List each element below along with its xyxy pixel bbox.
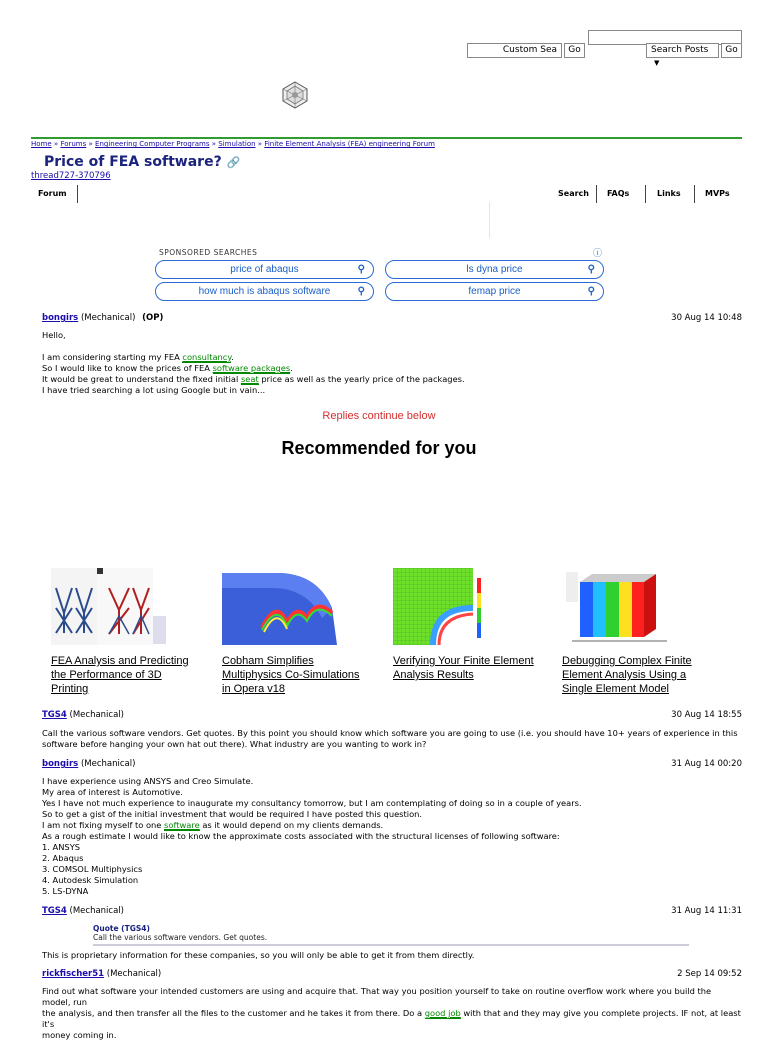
list-item: 3. COMSOL Multiphysics	[42, 864, 143, 874]
thread-id-link[interactable]: thread727-370796	[31, 171, 111, 181]
post-header	[42, 710, 124, 720]
search-posts-go-button[interactable]: Go	[721, 43, 742, 58]
post-body: Call the various software vendors. Get quotes. By this point you should know which software you are going to use (i.e. you should have 10+ years of experience in this software before hanging your own hat out there). What industry are you wanting to work in?	[42, 728, 738, 749]
pill-label: how much is abaqus software	[198, 286, 331, 297]
custom-search-go-button[interactable]: Go	[564, 43, 585, 58]
post-date: 2 Sep 14 09:52	[677, 969, 742, 979]
ad-divider	[489, 202, 490, 238]
page-title: Price of FEA software? 🔗	[44, 154, 241, 170]
pill-label: femap price	[468, 286, 521, 297]
author-discipline: (Mechanical)	[69, 906, 124, 916]
quote-text: Call the various software vendors. Get quotes.	[93, 933, 268, 942]
recommended-heading: Recommended for you	[281, 438, 477, 458]
post-header	[42, 969, 161, 979]
author-discipline: (Mechanical)	[80, 759, 136, 769]
card-thumbnail	[51, 568, 166, 645]
keyword-link[interactable]: seat	[240, 374, 259, 384]
search-posts-label: Search Posts	[651, 45, 709, 55]
nav-faqs[interactable]: FAQs	[607, 189, 630, 198]
header-divider	[31, 137, 742, 139]
breadcrumb-home[interactable]: Home	[31, 140, 52, 148]
breadcrumb-engineering-programs[interactable]: Engineering Computer Programs	[95, 140, 210, 148]
nav-search[interactable]: Search	[558, 189, 589, 198]
sponsored-pill-femap-price[interactable]	[385, 282, 604, 301]
keyword-link[interactable]: consultancy	[182, 352, 232, 362]
link-chain-icon[interactable]: 🔗	[226, 156, 241, 169]
card-title[interactable]: Verifying Your Finite Element Analysis Results	[393, 655, 534, 681]
author-discipline: (Mechanical)	[69, 710, 124, 720]
pill-label: ls dyna price	[466, 264, 523, 275]
author-link[interactable]: bongirs	[42, 313, 79, 323]
post-date: 30 Aug 14 18:55	[671, 710, 742, 720]
card-title[interactable]: Debugging Complex Finite Element Analysis Using a Single Element Model	[562, 655, 692, 695]
nav-divider	[77, 185, 78, 203]
recommended-card[interactable]	[222, 568, 368, 696]
breadcrumb-simulation[interactable]: Simulation	[218, 140, 256, 148]
keyword-link[interactable]: good job	[424, 1008, 461, 1018]
card-thumbnail	[222, 568, 337, 645]
author-link[interactable]: TGS4	[42, 906, 67, 916]
quote-head: Quote (TGS4)	[93, 924, 150, 933]
custom-search-input[interactable]: Custom Sea	[467, 43, 562, 58]
author-link[interactable]: rickfischer51	[42, 969, 105, 979]
op-tag: (OP)	[142, 313, 164, 323]
post-header	[42, 906, 124, 916]
sponsored-pill-how-much-abaqus[interactable]	[155, 282, 374, 301]
author-link[interactable]: TGS4	[42, 710, 67, 720]
nav-divider	[596, 185, 597, 203]
nav-mvps[interactable]: MVPs	[705, 189, 730, 198]
sponsored-label: SPONSORED SEARCHES	[159, 248, 258, 257]
recommended-card[interactable]	[51, 568, 197, 696]
breadcrumb: Home » Forums » Engineering Computer Programs » Simulation » Finite Element Analysis (FEA) engineering Forum	[31, 140, 435, 148]
nav-divider	[645, 185, 646, 203]
list-item: 5. LS-DYNA	[42, 886, 89, 896]
post-body: Hello, I am considering starting my FEA consultancy. So I would like to know the prices of FEA software packages. It would be great to understand the fixed initial seat price as well as the yearly price of the packages. I have tried searching a lot using Google but in vain...	[42, 330, 465, 395]
keyword-link[interactable]: software packages	[212, 363, 291, 373]
nav-links[interactable]: Links	[657, 189, 681, 198]
recommended-card[interactable]	[562, 568, 708, 696]
author-discipline: (Mechanical)	[80, 313, 136, 323]
author-discipline: (Mechanical)	[106, 969, 162, 979]
quote-block	[93, 924, 689, 946]
list-item: 2. Abaqus	[42, 853, 84, 863]
post-body: This is proprietary information for these companies, so you will only be able to get it from them directly.	[42, 950, 475, 960]
search-posts-select[interactable]	[646, 43, 719, 67]
post-body: Find out what software your intended customers are using and acquire that. That way you position yourself to take on routine overflow work where you build the model, run the analysis, and then transfer all the files to the customer and he takes it from there. Do a good job with that and they may give you complete projects. IF not, at least it's money coming in.	[42, 986, 741, 1040]
search-icon: ⚲	[587, 286, 595, 297]
info-icon[interactable]: ⓘ	[593, 249, 603, 259]
search-icon: ⚲	[587, 264, 595, 275]
site-logo-icon[interactable]	[280, 80, 310, 110]
list-item: 4. Autodesk Simulation	[42, 875, 139, 885]
sponsored-pill-ls-dyna-price[interactable]	[385, 260, 604, 279]
search-icon: ⚲	[357, 286, 365, 297]
post-date: 31 Aug 14 00:20	[671, 759, 742, 769]
dropdown-arrow-icon: ▼	[654, 59, 660, 67]
pill-label: price of abaqus	[230, 264, 299, 275]
post-header	[42, 313, 163, 323]
card-thumbnail	[562, 568, 677, 645]
sponsored-pill-price-of-abaqus[interactable]	[155, 260, 374, 279]
card-title[interactable]: Cobham Simplifies Multiphysics Co-Simulations in Opera v18	[222, 655, 360, 695]
list-item: 1. ANSYS	[42, 842, 81, 852]
card-thumbnail	[393, 568, 508, 645]
keyword-link[interactable]: software	[164, 820, 200, 830]
author-link[interactable]: bongirs	[42, 759, 79, 769]
nav-forum[interactable]: Forum	[38, 189, 67, 198]
search-icon: ⚲	[357, 264, 365, 275]
replies-note: Replies continue below	[322, 410, 436, 422]
post-header	[42, 759, 135, 769]
nav-divider	[694, 185, 695, 203]
card-title[interactable]: FEA Analysis and Predicting the Performance of 3D Printing	[51, 655, 189, 695]
recommended-card[interactable]	[393, 568, 539, 682]
breadcrumb-fea-forum[interactable]: Finite Element Analysis (FEA) engineering Forum	[264, 140, 435, 148]
post-body: I have experience using ANSYS and Creo Simulate. My area of interest is Automotive. Yes I have not much experience to inaugurate my consultancy tomorrow, but I am contemplating of doing so in a couple of years. So to get a gist of the initial investment that would be required I have posted this question. I am not fixing myself to one software as it would depend on my clients demands. As a rough estimate I would like to know the approximate costs associated with the structural licenses of following software: 1. ANSYS 2. Abaqus 3. COMSOL Multiphysics 4. Autodesk Simulation 5. LS-DYNA	[42, 776, 742, 897]
breadcrumb-forums[interactable]: Forums	[60, 140, 87, 148]
post-date: 30 Aug 14 10:48	[671, 313, 742, 323]
post-date: 31 Aug 14 11:31	[671, 906, 742, 916]
